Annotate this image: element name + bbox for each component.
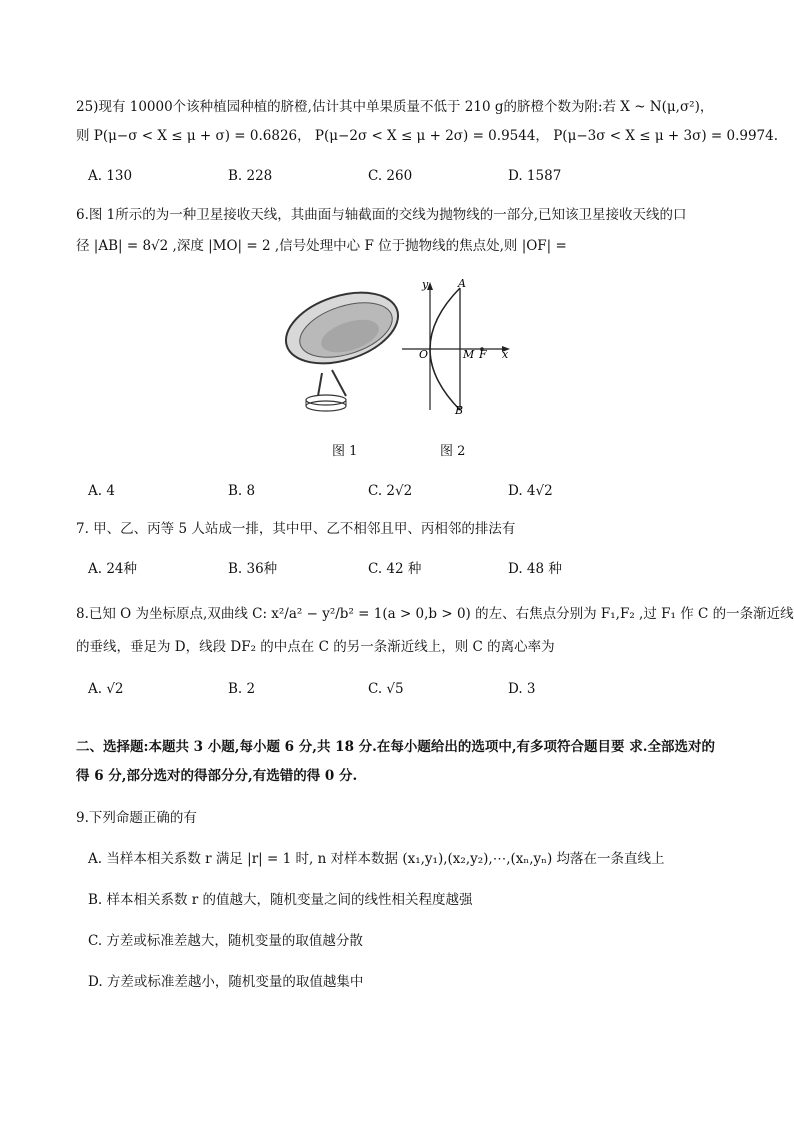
q7-stem: 7. 甲、乙、丙等 5 人站成一排，其中甲、乙不相邻且甲、丙相邻的排法有 [76,521,516,537]
q8-option-a: A. √2 [88,681,124,697]
label-x: x [502,348,509,361]
q9-option-a: A. 当样本相关系数 r 满足 |r| = 1 时, n 对样本数据 (x₁,y₁),(x₂,y₂),⋯,(xₙ,yₙ) 均落在一条直线上 [88,851,665,867]
q5-options [88,166,728,186]
q6-options [88,481,728,501]
q8-option-d: D. 3 [508,681,536,697]
q6-figure [280,278,520,418]
q9-option-c: C. 方差或标准差越大，随机变量的取值越分散 [88,933,363,949]
q5-stem-line1: 25)现有 10000个该种植园种植的脐橙,估计其中单果质量不低于 210 g的脐橙个数为附:若 X ~ N(μ,σ²)， [76,99,714,115]
q6-stem-line2: 径 |AB| = 8√2 ,深度 |MO| = 2 ,信号处理中心 F 位于抛物线的焦点处,则 |OF| = [76,238,567,254]
q5-option-c: C. 260 [368,168,413,184]
satellite-dish-image [280,280,407,411]
q8-options [88,679,728,699]
q7-options [88,559,728,579]
q8-option-b: B. 2 [228,681,256,697]
q6-option-b: B. 8 [228,483,256,499]
q6-stem-line1: 6.图 1所示的为一种卫星接收天线，其曲面与轴截面的交线为抛物线的一部分,已知该卫星接收天线的口 [76,207,687,223]
q5-option-d: D. 1587 [508,168,562,184]
q7-option-d: D. 48 种 [508,561,562,577]
section2-heading-line2: 得 6 分,部分选对的得部分分,有选错的得 0 分. [76,768,358,784]
label-a: A [458,278,466,290]
section2-heading-line1: 二、选择题:本题共 3 小题,每小题 6 分,共 18 分.在每小题给出的选项中,有多项符合题目要 求.全部选对的 [76,739,715,755]
label-m: M [463,348,475,361]
q8-option-c: C. √5 [368,681,404,697]
q7-option-a: A. 24种 [88,561,138,577]
q6-figure-svg [280,278,520,418]
q8-stem-line2: 的垂线，垂足为 D，线段 DF₂ 的中点在 C 的另一条渐近线上，则 C 的离心率为 [76,639,555,655]
q7-option-b: B. 36种 [228,561,278,577]
q6-option-d: D. 4√2 [508,483,553,499]
q8-stem-line1: 8.已知 O 为坐标原点,双曲线 C: x²/a² − y²/b² = 1(a > 0,b > 0) 的左、右焦点分别为 F₁,F₂ ,过 F₁ 作 C 的一条渐近线 [76,606,794,622]
figure-1-caption: 图 1 [332,444,358,459]
figure-2-caption: 图 2 [440,444,466,459]
q6-option-a: A. 4 [88,483,115,499]
q7-option-c: C. 42 种 [368,561,422,577]
parabola-diagram [402,278,510,417]
q9-option-b: B. 样本相关系数 r 的值越大，随机变量之间的线性相关程度越强 [88,892,473,908]
q5-option-a: A. 130 [88,168,133,184]
q6-option-c: C. 2√2 [368,483,413,499]
label-o: O [419,348,429,361]
label-f: F [479,348,487,361]
label-b: B [455,404,464,417]
q9-stem: 9.下列命题正确的有 [76,810,197,826]
q5-stem-line2: 则 P(μ−σ < X ≤ μ + σ) = 0.6826， P(μ−2σ < X ≤ μ + 2σ) = 0.9544， P(μ−3σ < X ≤ μ + 3σ) = 0.9974. [76,128,779,144]
label-y: y [422,278,429,291]
q5-option-b: B. 228 [228,168,273,184]
q9-option-d: D. 方差或标准差越小，随机变量的取值越集中 [88,974,364,990]
